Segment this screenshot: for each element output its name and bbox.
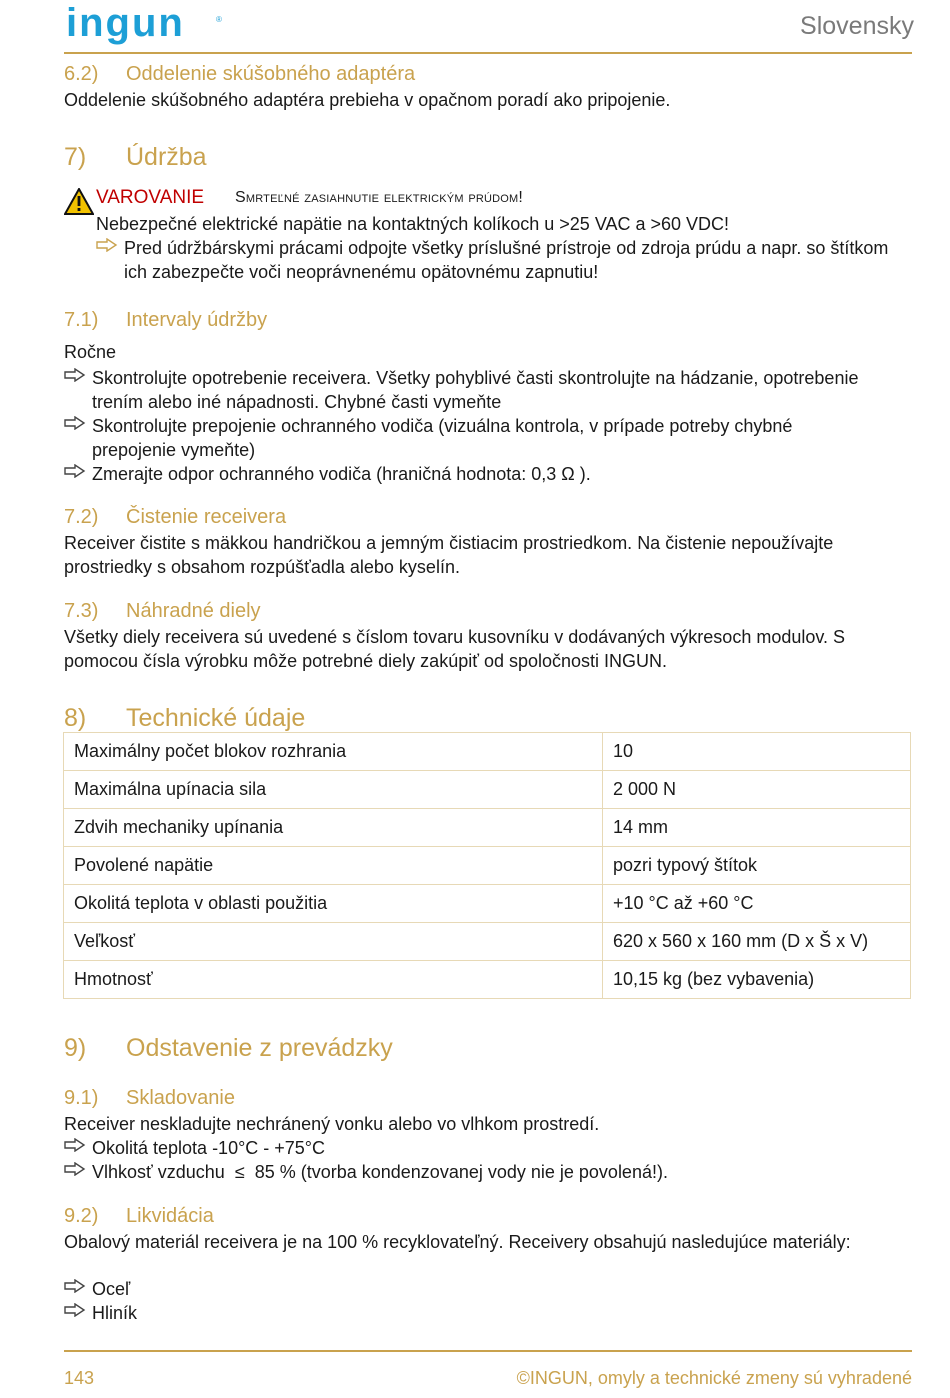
list-item [64, 366, 864, 414]
section-7-2-heading: 7.2) Čistenie receivera [64, 506, 287, 528]
table-row [64, 847, 911, 885]
table-value: 14 mm [603, 809, 911, 847]
section-7-heading: 7) Údržba [64, 143, 207, 171]
list-item-text: Skontrolujte prepojenie ochranného vodiča (vizuálna kontrola, v prípade potreby chybné prepojenie vymeňte) [92, 416, 793, 460]
section-9-2-text: Obalový materiál receivera je na 100 % recyklovateľný. Receivery obsahujú nasledujúce materiály: [64, 1232, 851, 1252]
list-item [64, 1136, 864, 1160]
warning-headline: Smrteľné zasiahnutie elektrickým prúdom! [235, 189, 524, 206]
list-item [64, 1277, 864, 1301]
table-value: +10 °C až +60 °C [603, 885, 911, 923]
list-item [64, 462, 864, 486]
table-key: Povolené napätie [64, 847, 603, 885]
warning-triangle-icon [64, 188, 94, 215]
table-row [64, 885, 911, 923]
footer-copyright: ©INGUN, omyly a technické zmeny sú vyhradené [516, 1368, 912, 1388]
section-7-2-text: Receiver čistite s mäkkou handričkou a jemným čistiacim prostriedkom. Na čistenie nepoužívajte prostriedky s obsahom rozpúšťadla alebo kyselín. [64, 533, 834, 577]
section-7-3-text: Všetky diely receivera sú uvedené s číslom tovaru kusovníku v dodávaných výkresoch modulov. S pomocou čísla výrobku môže potrebné diely zakúpiť od spoločnosti INGUN. [64, 627, 846, 671]
arrow-right-icon [64, 1279, 86, 1293]
section-6-2-text: Oddelenie skúšobného adaptéra prebieha v opačnom poradí ako pripojenie. [64, 90, 671, 110]
list-item [64, 1160, 864, 1184]
table-key: Okolitá teplota v oblasti použitia [64, 885, 603, 923]
table-row [64, 961, 911, 999]
table-row [64, 771, 911, 809]
table-key: Maximálna upínacia sila [64, 771, 603, 809]
list-item-text: Hliník [92, 1303, 138, 1323]
header-rule [64, 52, 912, 54]
warning-action [96, 236, 914, 284]
table-value: 10,15 kg (bez vybavenia) [603, 961, 911, 999]
section-7-1-heading: 7.1) Intervaly údržby [64, 309, 268, 331]
materials-list [64, 1277, 864, 1325]
section-9-2-heading: 9.2) Likvidácia [64, 1205, 214, 1227]
list-item-text: Vlhkosť vzduchu ≤ 85 % (tvorba kondenzovanej vody nie je povolená!). [92, 1162, 668, 1182]
warning-action-text: Pred údržbárskymi prácami odpojte všetky príslušné prístroje od zdroja prúdu a napr. so štítkom ich zabezpečte voči neoprávnenému opätovnému zapnutiu! [124, 238, 889, 282]
arrow-right-icon [64, 464, 86, 478]
list-item-text: Zmerajte odpor ochranného vodiča (hraničná hodnota: 0,3 Ω ). [92, 464, 591, 484]
table-key: Zdvih mechaniky upínania [64, 809, 603, 847]
page-number: 143 [64, 1368, 95, 1388]
arrow-right-icon [64, 1162, 86, 1176]
table-key: Hmotnosť [64, 961, 603, 999]
table-key: Maximálny počet blokov rozhrania [64, 733, 603, 771]
technical-data-table [63, 732, 911, 999]
list-item [64, 1301, 864, 1325]
table-value: pozri typový štítok [603, 847, 911, 885]
table-value: 10 [603, 733, 911, 771]
list-item-text: Oceľ [92, 1279, 131, 1299]
section-7-3-heading: 7.3) Náhradné diely [64, 600, 261, 622]
table-value: 620 x 560 x 160 mm (D x Š x V) [603, 923, 911, 961]
warning-line: Nebezpečné elektrické napätie na kontaktných kolíkoch u >25 VAC a >60 VDC! [96, 214, 730, 234]
table-row [64, 809, 911, 847]
language-label: Slovensky [800, 12, 914, 40]
svg-text:®: ® [216, 15, 222, 24]
section-9-1-text: Receiver neskladujte nechránený vonku alebo vo vlhkom prostredí. [64, 1114, 600, 1134]
storage-list [64, 1136, 864, 1184]
ingun-logo-text: ingun [66, 6, 185, 45]
table-key: Veľkosť [64, 923, 603, 961]
arrow-right-icon [64, 416, 86, 430]
table-value: 2 000 N [603, 771, 911, 809]
section-7-1-sub: Ročne [64, 342, 117, 362]
section-8-heading: 8) Technické údaje [64, 704, 306, 732]
list-item-text: Skontrolujte opotrebenie receivera. Všetky pohyblivé časti skontrolujte na hádzanie, opotrebenie trením alebo iné nápadnosti. Chybné časti vymeňte [92, 368, 859, 412]
arrow-right-icon [64, 1303, 86, 1317]
section-6-2-heading: 6.2) Oddelenie skúšobného adaptéra [64, 63, 416, 85]
section-9-heading: 9) Odstavenie z prevádzky [64, 1034, 393, 1062]
arrow-right-icon [64, 1138, 86, 1152]
list-item-text: Okolitá teplota -10°C - +75°C [92, 1138, 326, 1158]
table-row [64, 733, 911, 771]
arrow-right-icon [64, 368, 86, 382]
list-item [64, 414, 864, 462]
warning-block [64, 186, 914, 286]
table-row [64, 923, 911, 961]
maintenance-list [64, 366, 864, 486]
warning-label: VAROVANIE [96, 187, 205, 208]
footer-rule [64, 1350, 912, 1352]
arrow-right-icon [96, 238, 118, 252]
section-9-1-heading: 9.1) Skladovanie [64, 1087, 235, 1109]
ingun-logo [66, 6, 226, 48]
